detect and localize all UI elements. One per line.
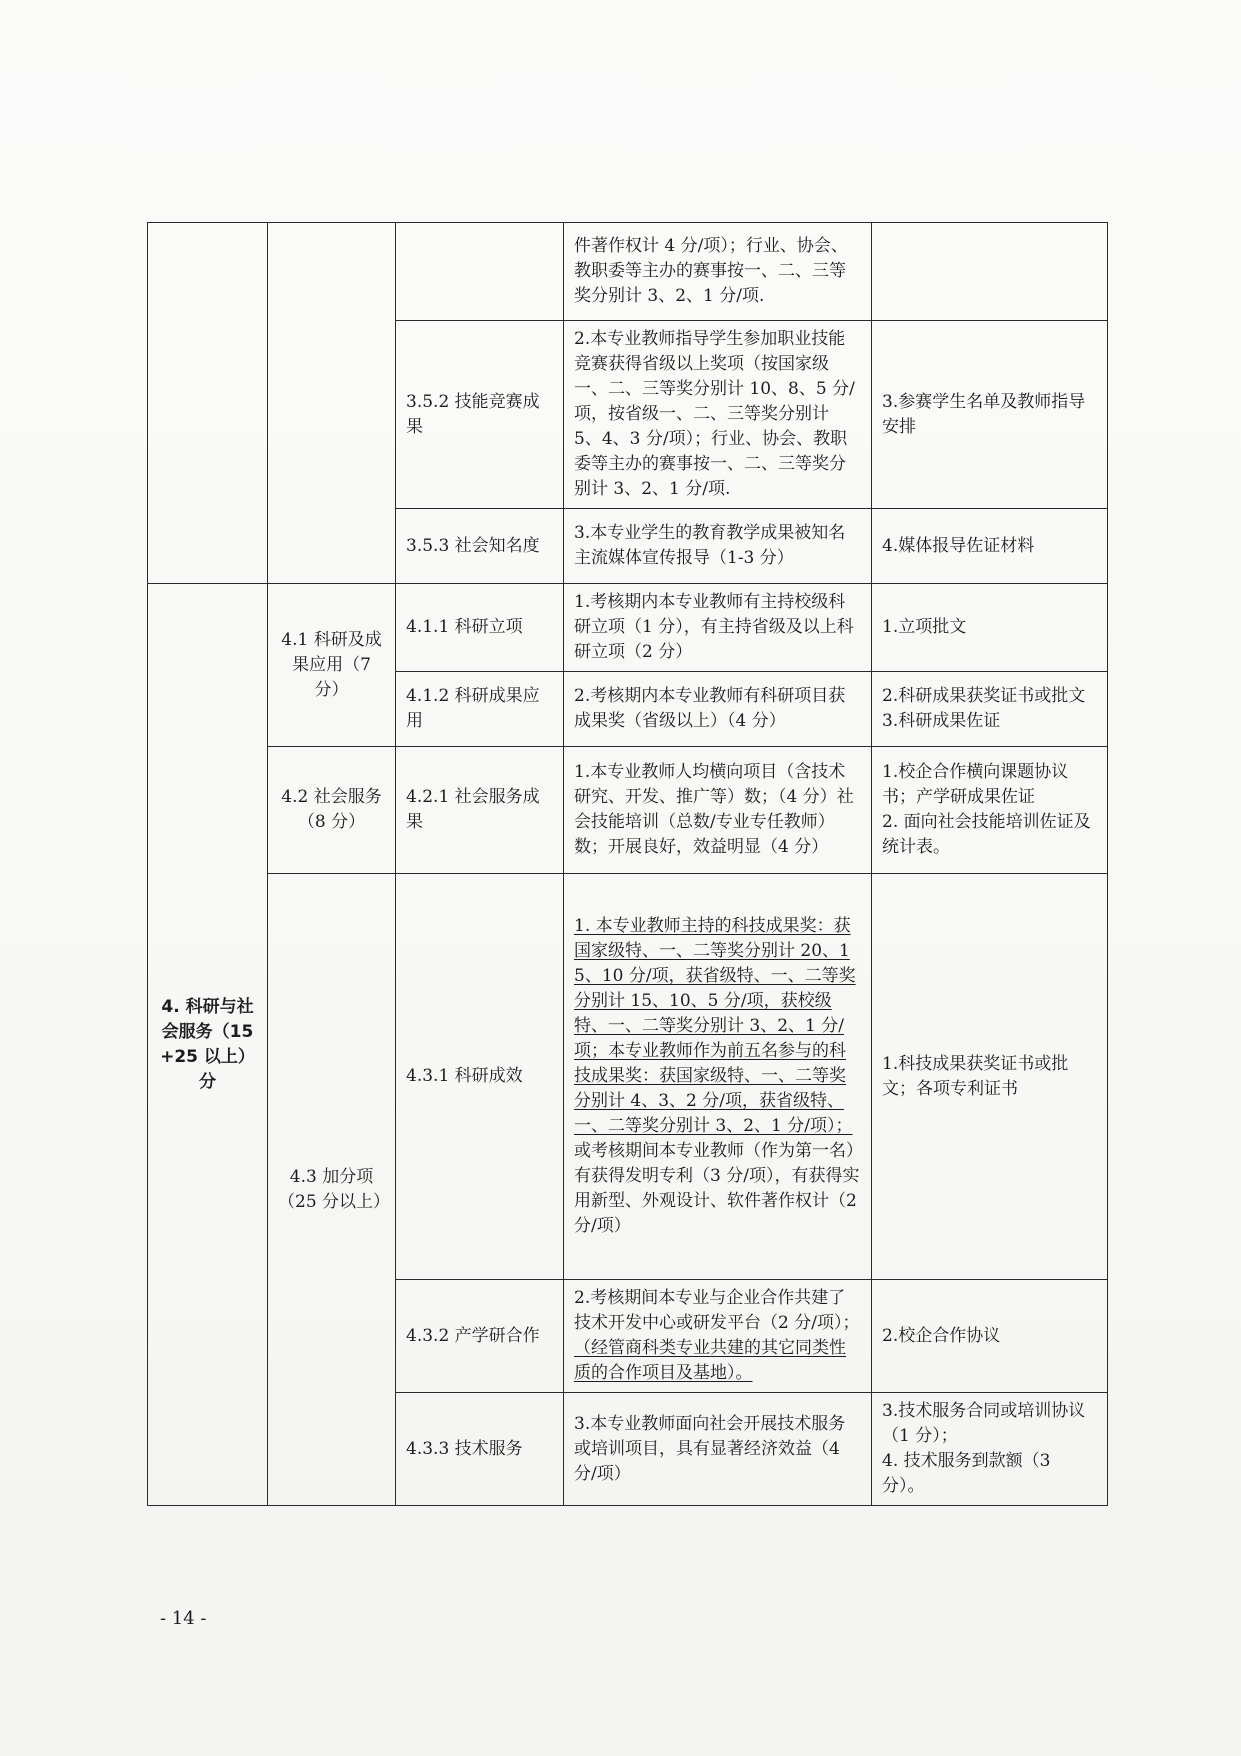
item-cell: 4.3.3 技术服务 (396, 1393, 564, 1506)
table-row (148, 747, 1108, 874)
criteria-cell: 1.本专业教师人均横向项目（含技术研究、开发、推广等）数；（4 分）社会技能培训（总数/专业专任教师）数；开展良好，效益明显（4 分） (564, 747, 872, 874)
criteria-cell: 3.本专业学生的教育教学成果被知名主流媒体宣传报导（1-3 分） (564, 509, 872, 584)
table-row (148, 874, 1108, 1280)
criteria-cell: 1.考核期内本专业教师有主持校级科研立项（1 分），有主持省级及以上科研立项（2 分） (564, 584, 872, 672)
item-cell: 3.5.3 社会知名度 (396, 509, 564, 584)
evidence-cell: 4.媒体报导佐证材料 (872, 509, 1108, 584)
item-cell: 4.2.1 社会服务成果 (396, 747, 564, 874)
criteria-text: 2.考核期间本专业与企业合作共建了技术开发中心或研发平台（2 分/项）； (574, 1288, 860, 1333)
subcategory-label: 4.3 加分项（25 分以上） (268, 874, 396, 1506)
criteria-cell: 2.本专业教师指导学生参加职业技能竞赛获得省级以上奖项（按国家级一、二、三等奖分别计 10、8、5 分/项，按省级一、二、三等奖分别计 5、4、3 分/项）；行业、协会、教职委等主办的赛事按一、二、三等奖分别计 3、2、1 分/项. (564, 321, 872, 509)
criteria-cell: 3.本专业教师面向社会开展技术服务或培训项目，具有显著经济效益（4 分/项） (564, 1393, 872, 1506)
item-cell: 4.3.2 产学研合作 (396, 1280, 564, 1393)
evaluation-table (147, 222, 1108, 1506)
table-row (148, 584, 1108, 672)
subcategory-label: 4.1 科研及成果应用（7 分） (268, 584, 396, 747)
category-title: 4. 科研与社会服务（15+25 以上）分 (148, 584, 268, 1506)
category-cell-empty (148, 223, 268, 584)
evidence-cell: 1.科技成果获奖证书或批文；各项专利证书 (872, 874, 1108, 1280)
evidence-cell: 2.校企合作协议 (872, 1280, 1108, 1393)
evidence-cell: 2.科研成果获奖证书或批文 3.科研成果佐证 (872, 672, 1108, 747)
table-row (148, 223, 1108, 321)
criteria-cell: 件著作权计 4 分/项）；行业、协会、教职委等主办的赛事按一、二、三等奖分别计 3、2、1 分/项. (564, 223, 872, 321)
criteria-cell (564, 1280, 872, 1393)
criteria-underlined-text: （经管商科类专业共建的其它同类性质的合作项目及基地）。 (574, 1338, 846, 1383)
evidence-cell-empty (872, 223, 1108, 321)
criteria-underlined-text: 1. 本专业教师主持的科技成果奖：获国家级特、一、二等奖分别计 20、15、10 分/项，获省级特、一、二等奖分别计 15、10、5 分/项，获校级特、一、二等奖分别计 3、2、1 分/项；本专业教师作为前五名参与的科技成果奖：获国家级特、一、二等奖分别计 4、3、2 分/项，获省级特、一、二等奖分别计 3、2、1 分/项）； (574, 916, 856, 1136)
item-cell: 4.1.2 科研成果应用 (396, 672, 564, 747)
subcategory-label: 4.2 社会服务（8 分） (268, 747, 396, 874)
subcategory-cell-empty (268, 223, 396, 584)
criteria-cell: 2.考核期内本专业教师有科研项目获成果奖（省级以上）（4 分） (564, 672, 872, 747)
evidence-cell: 3.技术服务合同或培训协议（1 分）； 4. 技术服务到款额（3 分）。 (872, 1393, 1108, 1506)
item-cell: 4.1.1 科研立项 (396, 584, 564, 672)
criteria-text: 或考核期间本专业教师（作为第一名）有获得发明专利（3 分/项），有获得实用新型、外观设计、软件著作权计（2 分/项） (574, 1141, 860, 1236)
item-cell-empty (396, 223, 564, 321)
item-cell: 4.3.1 科研成效 (396, 874, 564, 1280)
evidence-cell: 3.参赛学生名单及教师指导安排 (872, 321, 1108, 509)
page-number: - 14 - (160, 1608, 207, 1629)
item-cell: 3.5.2 技能竞赛成果 (396, 321, 564, 509)
evidence-cell: 1.校企合作横向课题协议书；产学研成果佐证 2. 面向社会技能培训佐证及统计表。 (872, 747, 1108, 874)
evidence-cell: 1.立项批文 (872, 584, 1108, 672)
criteria-cell (564, 874, 872, 1280)
